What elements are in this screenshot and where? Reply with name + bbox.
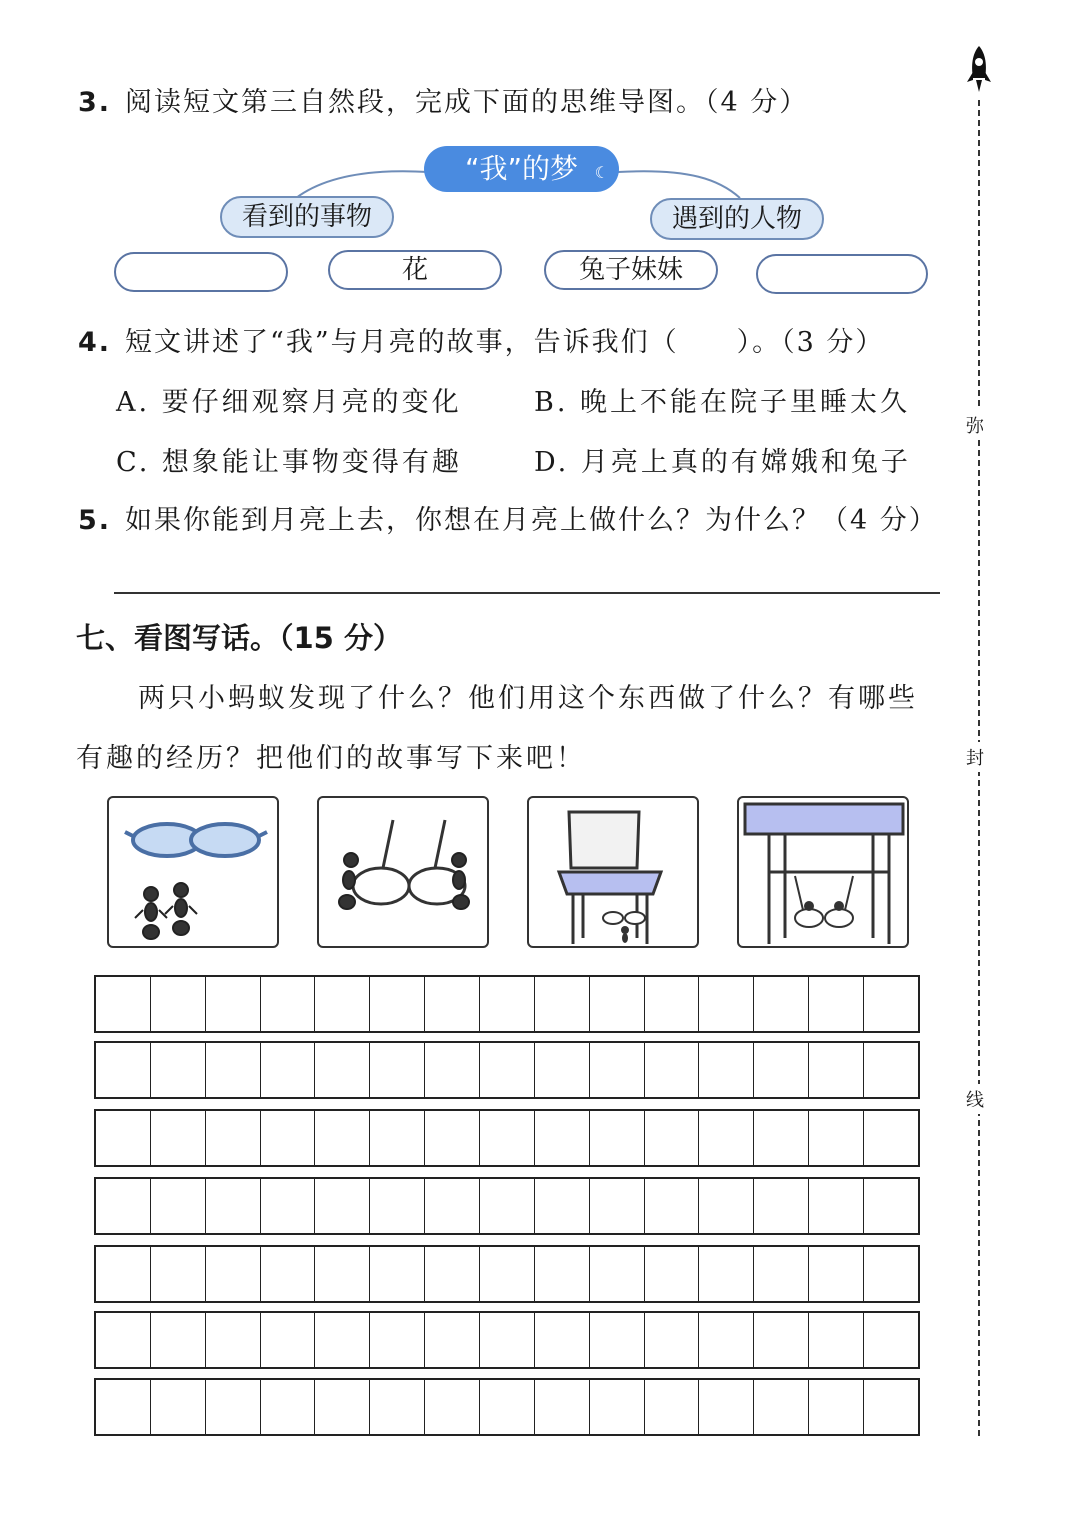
grid-cell[interactable] <box>425 1380 480 1434</box>
grid-cell[interactable] <box>590 1179 645 1233</box>
grid-cell[interactable] <box>809 1247 864 1301</box>
grid-cell[interactable] <box>699 1043 754 1097</box>
grid-row <box>94 1041 920 1099</box>
grid-cell[interactable] <box>590 1313 645 1367</box>
ant-icon <box>621 926 629 943</box>
grid-row <box>94 1311 920 1369</box>
question-5 <box>78 498 938 537</box>
grid-cell[interactable] <box>864 1313 918 1367</box>
grid-cell[interactable] <box>590 1111 645 1165</box>
grid-cell[interactable] <box>535 1313 590 1367</box>
grid-cell[interactable] <box>425 1043 480 1097</box>
grid-cell[interactable] <box>425 977 480 1031</box>
grid-cell[interactable] <box>370 977 425 1031</box>
grid-cell[interactable] <box>480 977 535 1031</box>
grid-cell[interactable] <box>590 1380 645 1434</box>
grid-cell[interactable] <box>261 1247 316 1301</box>
grid-cell[interactable] <box>96 977 151 1031</box>
grid-cell[interactable] <box>315 1380 370 1434</box>
grid-cell[interactable] <box>480 1247 535 1301</box>
mindmap-answer-box-1[interactable] <box>114 252 288 292</box>
grid-cell[interactable] <box>261 1179 316 1233</box>
grid-cell[interactable] <box>96 1179 151 1233</box>
mindmap-answer-box-2[interactable]: 花 <box>328 250 502 290</box>
grid-cell[interactable] <box>370 1247 425 1301</box>
grid-cell[interactable] <box>261 977 316 1031</box>
question-text: 阅读短文第三自然段，完成下面的思维导图。（4 分） <box>125 87 809 118</box>
grid-cell[interactable] <box>370 1179 425 1233</box>
grid-cell[interactable] <box>206 1380 261 1434</box>
grid-cell[interactable] <box>645 977 700 1031</box>
grid-row <box>94 1378 920 1436</box>
grid-cell[interactable] <box>809 977 864 1031</box>
grid-cell[interactable] <box>206 1111 261 1165</box>
seal-char-2: 封 <box>966 742 984 772</box>
grid-cell[interactable] <box>425 1313 480 1367</box>
grid-cell[interactable] <box>535 1043 590 1097</box>
grid-cell[interactable] <box>206 1247 261 1301</box>
picture-1-glasses-found <box>107 796 279 948</box>
option-a[interactable]: A. 要仔细观察月亮的变化 <box>116 387 462 418</box>
grid-cell[interactable] <box>864 1380 918 1434</box>
grid-cell[interactable] <box>315 1111 370 1165</box>
grid-cell[interactable] <box>151 1380 206 1434</box>
grid-cell[interactable] <box>809 1380 864 1434</box>
grid-cell[interactable] <box>370 1043 425 1097</box>
chair-icon <box>745 804 903 944</box>
option-b[interactable]: B. 晚上不能在院子里睡太久 <box>534 387 911 418</box>
grid-cell[interactable] <box>96 1111 151 1165</box>
grid-cell[interactable] <box>206 1179 261 1233</box>
grid-cell[interactable] <box>699 1179 754 1233</box>
mindmap-answer-box-4[interactable] <box>756 254 928 294</box>
grid-cell[interactable] <box>754 1313 809 1367</box>
grid-cell[interactable] <box>315 1179 370 1233</box>
question-number: 5. <box>78 505 112 536</box>
grid-cell[interactable] <box>699 977 754 1031</box>
grid-cell[interactable] <box>206 1043 261 1097</box>
grid-cell[interactable] <box>699 1247 754 1301</box>
grid-cell[interactable] <box>151 1111 206 1165</box>
grid-cell[interactable] <box>864 977 918 1031</box>
grid-cell[interactable] <box>590 1247 645 1301</box>
grid-cell[interactable] <box>864 1247 918 1301</box>
grid-cell[interactable] <box>699 1313 754 1367</box>
question-number: 4. <box>78 327 112 358</box>
grid-cell[interactable] <box>645 1313 700 1367</box>
grid-cell[interactable] <box>645 1043 700 1097</box>
grid-cell[interactable] <box>754 1043 809 1097</box>
grid-cell[interactable] <box>315 977 370 1031</box>
grid-cell[interactable] <box>96 1313 151 1367</box>
glasses-icon <box>125 824 267 856</box>
grid-cell[interactable] <box>809 1313 864 1367</box>
grid-cell[interactable] <box>315 1313 370 1367</box>
grid-cell[interactable] <box>535 1111 590 1165</box>
grid-cell[interactable] <box>864 1043 918 1097</box>
mindmap-right-label: 遇到的人物 <box>650 198 824 240</box>
glasses-icon <box>353 820 465 904</box>
grid-cell[interactable] <box>151 977 206 1031</box>
grid-cell[interactable] <box>590 977 645 1031</box>
grid-row <box>94 1109 920 1167</box>
question-number: 3. <box>78 87 112 118</box>
grid-cell[interactable] <box>754 977 809 1031</box>
grid-cell[interactable] <box>754 1380 809 1434</box>
grid-cell[interactable] <box>699 1111 754 1165</box>
grid-cell[interactable] <box>151 1313 206 1367</box>
grid-cell[interactable] <box>590 1043 645 1097</box>
grid-cell[interactable] <box>480 1380 535 1434</box>
grid-cell[interactable] <box>864 1111 918 1165</box>
grid-cell[interactable] <box>151 1247 206 1301</box>
grid-cell[interactable] <box>754 1247 809 1301</box>
grid-cell[interactable] <box>315 1247 370 1301</box>
grid-row <box>94 1245 920 1303</box>
grid-cell[interactable] <box>96 1247 151 1301</box>
grid-cell[interactable] <box>206 977 261 1031</box>
grid-cell[interactable] <box>425 1179 480 1233</box>
answer-line[interactable] <box>114 592 940 594</box>
glasses-icon <box>795 876 853 927</box>
grid-cell[interactable] <box>645 1247 700 1301</box>
picture-4-ants-swing <box>737 796 909 948</box>
grid-cell[interactable] <box>809 1179 864 1233</box>
grid-cell[interactable] <box>96 1043 151 1097</box>
question-4 <box>78 320 884 359</box>
prompt-line-2: 有趣的经历？把他们的故事写下来吧！ <box>76 743 586 774</box>
ant-icon <box>804 901 844 911</box>
grid-cell[interactable] <box>370 1313 425 1367</box>
grid-cell[interactable] <box>96 1380 151 1434</box>
grid-cell[interactable] <box>645 1111 700 1165</box>
grid-cell[interactable] <box>480 1043 535 1097</box>
grid-cell[interactable] <box>535 977 590 1031</box>
section-title: 七、看图写话。（15 分） <box>76 621 402 655</box>
grid-cell[interactable] <box>261 1111 316 1165</box>
grid-cell[interactable] <box>206 1313 261 1367</box>
grid-cell[interactable] <box>151 1043 206 1097</box>
mindmap-center <box>424 146 619 192</box>
mindmap-left-label: 看到的事物 <box>220 196 394 238</box>
grid-cell[interactable] <box>480 1313 535 1367</box>
grid-row <box>94 1177 920 1235</box>
mindmap-answer-box-3[interactable]: 兔子妹妹 <box>544 250 718 290</box>
grid-cell[interactable] <box>809 1111 864 1165</box>
prompt-line-1: 两只小蚂蚁发现了什么？他们用这个东西做了什么？有哪些 <box>138 683 918 714</box>
mindmap-center-label: “我”的梦 <box>464 152 578 185</box>
grid-cell[interactable] <box>261 1313 316 1367</box>
grid-row <box>94 975 920 1033</box>
seal-char-3: 线 <box>966 1084 984 1114</box>
grid-cell[interactable] <box>315 1043 370 1097</box>
picture-3-glasses-under-chair <box>527 796 699 948</box>
grid-cell[interactable] <box>370 1111 425 1165</box>
moon-icon: ☾ <box>594 163 609 182</box>
grid-cell[interactable] <box>425 1247 480 1301</box>
grid-cell[interactable] <box>809 1043 864 1097</box>
grid-cell[interactable] <box>535 1179 590 1233</box>
grid-cell[interactable] <box>754 1179 809 1233</box>
glasses-icon <box>603 912 645 924</box>
option-d[interactable]: D. 月亮上真的有嫦娥和兔子 <box>534 447 911 478</box>
grid-cell[interactable] <box>261 1043 316 1097</box>
grid-cell[interactable] <box>151 1179 206 1233</box>
grid-cell[interactable] <box>535 1380 590 1434</box>
grid-cell[interactable] <box>261 1380 316 1434</box>
ant-icon <box>135 883 197 939</box>
grid-cell[interactable] <box>699 1380 754 1434</box>
picture-2-ants-carry-glasses <box>317 796 489 948</box>
grid-cell[interactable] <box>480 1111 535 1165</box>
grid-cell[interactable] <box>864 1179 918 1233</box>
grid-cell[interactable] <box>425 1111 480 1165</box>
question-text: 短文讲述了“我”与月亮的故事，告诉我们（ ）。（3 分） <box>125 327 885 358</box>
grid-cell[interactable] <box>754 1111 809 1165</box>
seal-char-1: 弥 <box>966 410 984 440</box>
question-text: 如果你能到月亮上去，你想在月亮上做什么？为什么？（4 分） <box>125 505 938 536</box>
option-c[interactable]: C. 想象能让事物变得有趣 <box>116 447 462 478</box>
grid-cell[interactable] <box>645 1179 700 1233</box>
grid-cell[interactable] <box>645 1380 700 1434</box>
grid-cell[interactable] <box>535 1247 590 1301</box>
grid-cell[interactable] <box>370 1380 425 1434</box>
grid-cell[interactable] <box>480 1179 535 1233</box>
